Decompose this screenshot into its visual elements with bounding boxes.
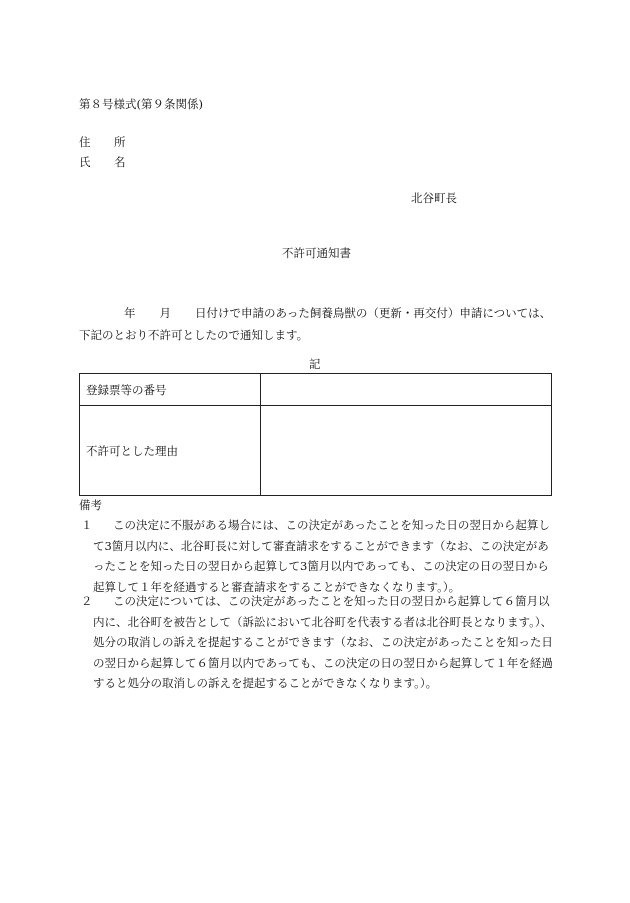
form-number: 第８号様式(第９条関係) [79,97,203,111]
address-label-char-2: 所 [114,135,126,149]
remark-number: １ [81,518,93,532]
date-month-label: 月 [159,306,171,320]
remarks-heading: 備考 [79,498,102,512]
detail-table [79,373,552,496]
rejection-reason-value [261,406,552,496]
registration-number-value [261,374,552,406]
remark-text: この決定に不服がある場合には、この決定があったことを知った日の翌日から起算して3箇月以内に、北谷町長に対して審査請求をすることができます（なお、この決定があったことを知った日の翌日から起算して3箇月以内であっても、この決定の日の翌日から起算して１年を経過すると審査請求をすることができなくなります。）。 [93,518,550,594]
remark-note [79,591,555,694]
address-label-char-1: 住 [79,135,91,149]
registration-number-label: 登録票等の番号 [80,374,261,406]
body-text: 日付けで申請のあった飼養鳥獣の（更新・再交付）申請については、下記のとおり不許可としたので通知します。 [79,306,552,342]
table-row [80,406,552,496]
date-year-label: 年 [124,306,136,320]
address-label [79,137,126,149]
remark-note [79,515,555,597]
remark-text: この決定については、この決定があったことを知った日の翌日から起算して６箇月以内に、北谷町を被告として（訴訟において北谷町を代表する者は北谷町長となります。）、処分の取消しの訴えを提起することができます（なお、この決定があったことを知った日の翌日から起算して６箇月以内であっても、この決定の日の翌日から起算して１年を経過すると処分の取消しの訴えを提起することができなくなります。）。 [93,594,553,690]
table-row [80,374,552,406]
name-label [79,157,126,169]
document-title: 不許可通知書 [282,246,351,260]
issuer: 北谷町長 [411,191,457,205]
rejection-reason-label: 不許可とした理由 [80,406,261,496]
name-label-char-1: 氏 [79,155,91,169]
remark-number: ２ [81,594,93,608]
name-label-char-2: 名 [114,155,126,169]
ki-heading: 記 [309,357,321,371]
body-paragraph [79,302,557,346]
